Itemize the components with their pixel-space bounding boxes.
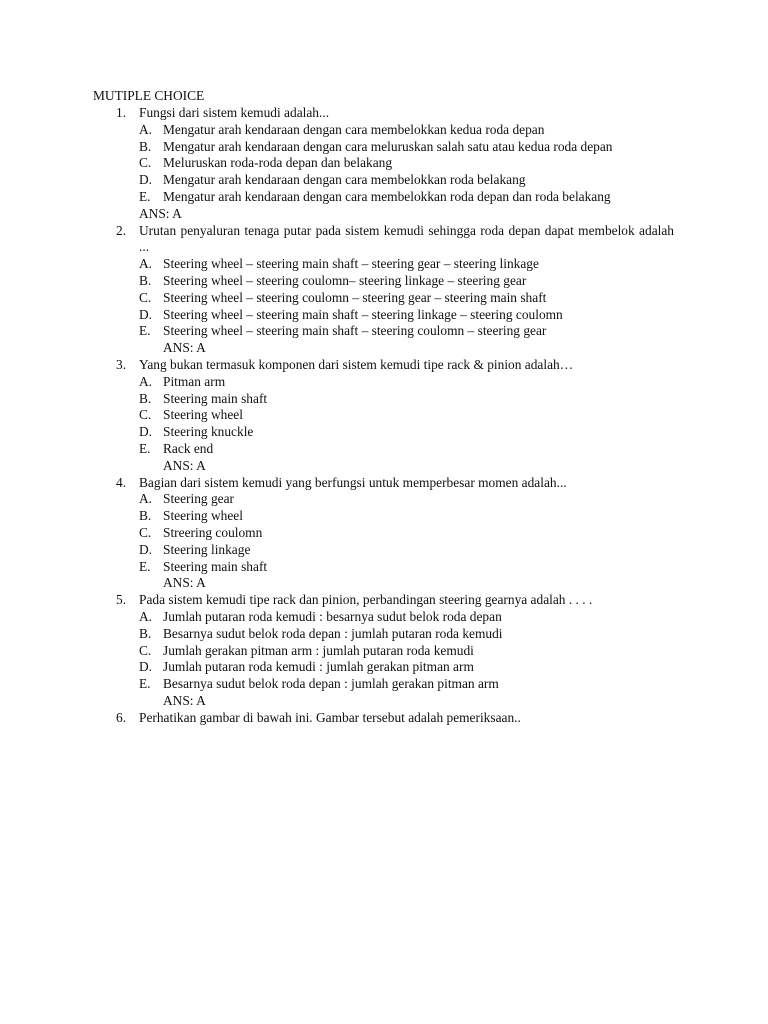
option-text: Besarnya sudut belok roda depan : jumlah gerakan pitman arm [163, 676, 499, 692]
answer-key: ANS: A [163, 340, 206, 356]
option-letter: C. [139, 524, 152, 540]
option-item [0, 441, 768, 458]
option-text: Steering linkage [163, 541, 251, 557]
option-text: Steering wheel – steering main shaft – steering linkage – steering coulomn [163, 306, 563, 322]
question-number: 2. [116, 222, 127, 238]
question-text: Urutan penyaluran tenaga putar pada sistem kemudi sehingga roda depan dapat membelok adalah ... [139, 222, 674, 255]
option-item [0, 643, 768, 660]
option-text: Besarnya sudut belok roda depan : jumlah putaran roda kemudi [163, 625, 503, 641]
option-letter: C. [139, 289, 152, 305]
option-text: Steering main shaft [163, 558, 268, 574]
option-text: Steering gear [163, 491, 235, 507]
option-text: Jumlah gerakan pitman arm : jumlah putaran roda kemudi [163, 642, 474, 658]
option-item [0, 609, 768, 626]
option-text: Mengatur arah kendaraan dengan cara membelokkan roda belakang [163, 172, 526, 188]
option-item [0, 290, 768, 307]
option-letter: D. [139, 541, 153, 557]
option-text: Mengatur arah kendaraan dengan cara membelokkan kedua roda depan [163, 121, 545, 137]
option-item [0, 172, 768, 189]
option-text: Mengatur arah kendaraan dengan cara meluruskan salah satu atau kedua roda depan [163, 138, 613, 154]
option-item [0, 155, 768, 172]
question-number: 1. [116, 105, 127, 120]
option-item [0, 256, 768, 273]
question-text: Yang bukan termasuk komponen dari sistem kemudi tipe rack & pinion adalah… [139, 356, 574, 372]
option-letter: A. [139, 491, 153, 507]
answer-key: ANS: A [163, 692, 206, 708]
question-2 [0, 223, 768, 357]
option-text: Jumlah putaran roda kemudi : jumlah gerakan pitman arm [163, 659, 474, 675]
option-text: Steering main shaft [163, 390, 268, 406]
option-letter: D. [139, 306, 153, 322]
option-item [0, 189, 768, 206]
option-item [0, 508, 768, 525]
option-item [0, 659, 768, 676]
answer-key: ANS: A [139, 205, 182, 221]
option-letter: D. [139, 659, 153, 675]
option-item [0, 139, 768, 156]
option-letter: A. [139, 256, 153, 272]
option-list [0, 122, 768, 206]
option-list [0, 491, 768, 575]
option-text: Steering knuckle [163, 424, 254, 440]
question-number: 6. [116, 709, 127, 725]
option-item [0, 676, 768, 693]
option-text: Steering wheel [163, 407, 243, 423]
option-text: Jumlah putaran roda kemudi : besarnya sudut belok roda depan [163, 608, 502, 624]
option-text: Pitman arm [163, 373, 226, 389]
question-text: Pada sistem kemudi tipe rack dan pinion, perbandingan steering gearnya adalah . . . . [139, 592, 593, 608]
option-item [0, 542, 768, 559]
option-letter: B. [139, 138, 152, 154]
option-letter: E. [139, 558, 151, 574]
question-text: Fungsi dari sistem kemudi adalah... [139, 105, 330, 120]
option-item [0, 407, 768, 424]
question-number: 3. [116, 356, 127, 372]
option-letter: C. [139, 407, 152, 423]
option-text: Rack end [163, 440, 214, 456]
question-5 [0, 592, 768, 710]
option-item [0, 273, 768, 290]
option-letter: C. [139, 642, 152, 658]
option-letter: D. [139, 172, 153, 188]
question-1 [0, 105, 768, 223]
option-letter: A. [139, 373, 153, 389]
option-text: Steering wheel – steering coulomn– steering linkage – steering gear [163, 272, 527, 288]
option-letter: B. [139, 390, 152, 406]
document-title: MUTIPLE CHOICE [93, 88, 205, 103]
option-list [0, 374, 768, 458]
option-item [0, 424, 768, 441]
option-list [0, 256, 768, 340]
option-text: Mengatur arah kendaraan dengan cara membelokkan roda depan dan roda belakang [163, 188, 611, 204]
option-text: Steering wheel – steering main shaft – steering coulomn – steering gear [163, 323, 547, 339]
option-letter: E. [139, 676, 151, 692]
option-item [0, 323, 768, 340]
option-item [0, 626, 768, 643]
option-item [0, 374, 768, 391]
option-text: Steering wheel – steering main shaft – steering gear – steering linkage [163, 256, 539, 272]
option-letter: A. [139, 608, 153, 624]
option-letter: D. [139, 424, 153, 440]
option-text: Streering coulomn [163, 524, 263, 540]
option-text: Steering wheel – steering coulomn – steering gear – steering main shaft [163, 289, 547, 305]
option-text: Meluruskan roda-roda depan dan belakang [163, 155, 393, 171]
option-list [0, 609, 768, 693]
option-item [0, 307, 768, 324]
option-letter: E. [139, 323, 151, 339]
question-text: Perhatikan gambar di bawah ini. Gambar tersebut adalah pemeriksaan.. [139, 709, 521, 725]
question-text: Bagian dari sistem kemudi yang berfungsi untuk memperbesar momen adalah... [139, 474, 567, 490]
answer-key: ANS: A [163, 575, 206, 591]
option-letter: C. [139, 155, 152, 171]
option-item [0, 491, 768, 508]
question-6 [0, 710, 768, 727]
option-item [0, 122, 768, 139]
question-list [0, 105, 768, 726]
option-letter: B. [139, 625, 152, 641]
option-item [0, 525, 768, 542]
option-letter: B. [139, 272, 152, 288]
option-text: Steering wheel [163, 508, 243, 524]
option-item [0, 391, 768, 408]
answer-key: ANS: A [163, 457, 206, 473]
option-letter: A. [139, 121, 153, 137]
question-3 [0, 357, 768, 475]
question-number: 5. [116, 592, 127, 608]
option-letter: B. [139, 508, 152, 524]
question-number: 4. [116, 474, 127, 490]
question-4 [0, 475, 768, 593]
option-letter: E. [139, 440, 151, 456]
option-item [0, 559, 768, 576]
option-letter: E. [139, 188, 151, 204]
